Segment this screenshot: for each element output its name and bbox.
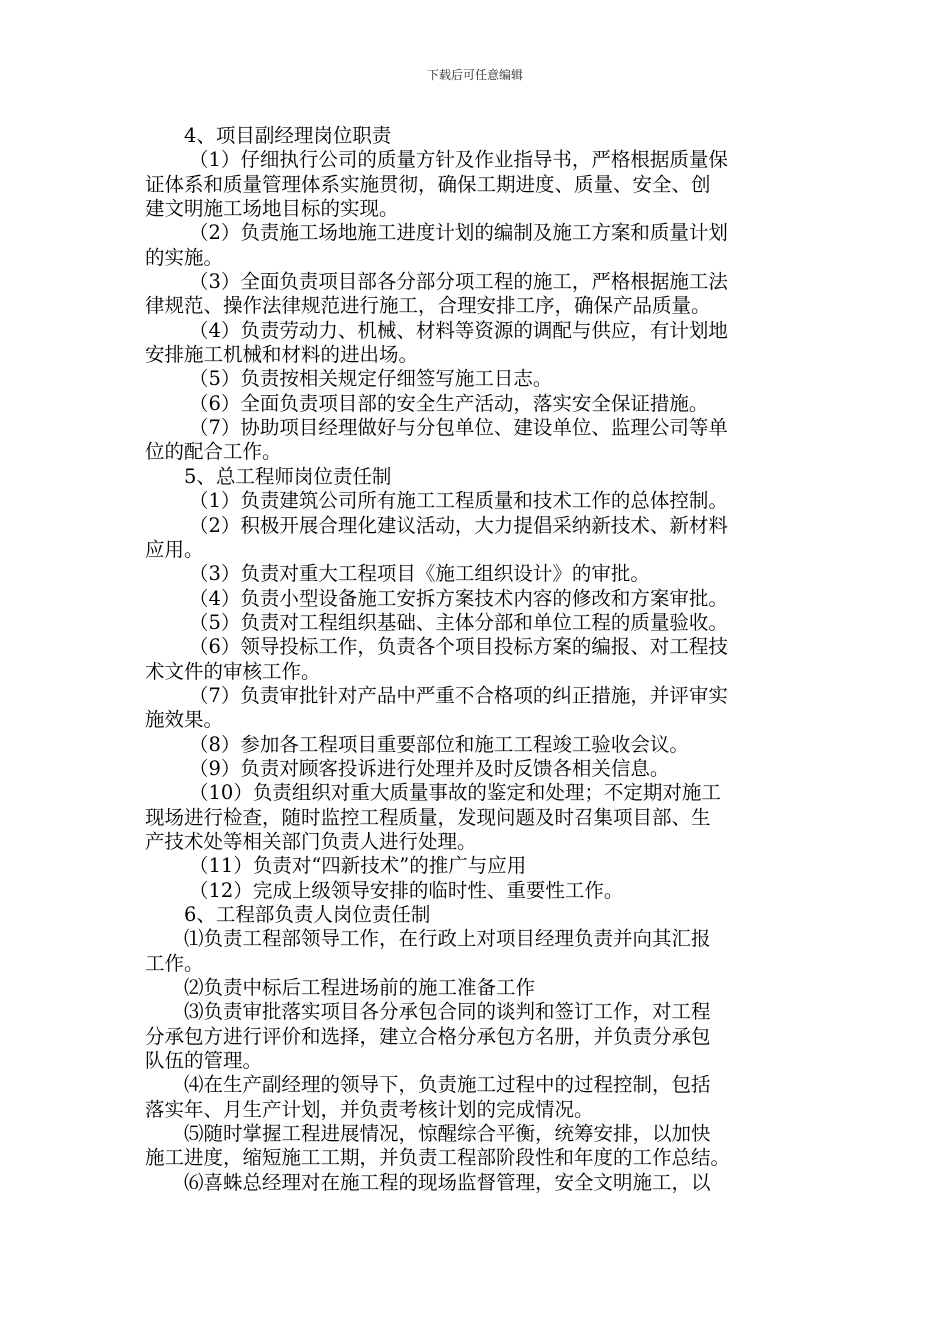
text-line: （7）协助项目经理做好与分包单位、建设单位、监理公司等单: [189, 416, 728, 440]
text-line: 应用。: [145, 537, 204, 561]
text-line: 安排施工机械和材料的进出场。: [145, 343, 419, 367]
text-line: 施工进度，缩短施工工期，并负责工程部阶段性和年度的工作总结。: [145, 1146, 731, 1170]
text-line: 现场进行检查，随时监控工程质量，发现问题及时召集项目部、生: [145, 805, 711, 829]
text-line: （3）负责对重大工程项目《施工组织设计》的审批。: [189, 562, 650, 586]
text-line: 工作。: [145, 951, 204, 975]
text-line: （11）负责对“四新技术”的推广与应用: [189, 854, 527, 878]
text-line: （8）参加各工程项目重要部位和施工工程竣工验收会议。: [189, 732, 689, 756]
text-line: （5）负责按相关规定仔细签写施工日志。: [189, 367, 553, 391]
text-line: （1）仔细执行公司的质量方针及作业指导书，严格根据质量保: [189, 148, 728, 172]
text-line: ⑹喜蛛总经理对在施工程的现场监督管理，安全文明施工，以: [184, 1170, 711, 1194]
text-line: （3）全面负责项目部各分部分项工程的施工，严格根据施工法: [189, 270, 728, 294]
text-line: 5、总工程师岗位责任制: [184, 464, 392, 488]
document-body: [145, 124, 810, 1195]
text-line: （10）负责组织对重大质量事故的鉴定和处理；不定期对施工: [189, 781, 721, 805]
text-line: ⑷在生产副经理的领导下，负责施工过程中的过程控制，包括: [184, 1073, 711, 1097]
text-line: 建文明施工场地目标的实现。: [145, 197, 399, 221]
text-line: （7）负责审批针对产品中严重不合格项的纠正措施，并评审实: [189, 683, 728, 707]
text-line: 队伍的管理。: [145, 1049, 263, 1073]
text-line: 产技术处等相关部门负责人进行处理。: [145, 829, 477, 853]
text-line: （4）负责劳动力、机械、材料等资源的调配与供应，有计划地: [189, 318, 728, 342]
text-line: （1）负责建筑公司所有施工工程质量和技术工作的总体控制。: [189, 489, 728, 513]
text-line: ⑸随时掌握工程进展情况，惊醒综合平衡，统筹安排，以加快: [184, 1122, 711, 1146]
text-line: 落实年、月生产计划，并负责考核计划的完成情况。: [145, 1097, 594, 1121]
text-line: 证体系和质量管理体系实施贯彻，确保工期进度、质量、安全、创: [145, 172, 711, 196]
text-line: 术文件的审核工作。: [145, 659, 321, 683]
text-line: （4）负责小型设备施工安拆方案技术内容的修改和方案审批。: [189, 586, 728, 610]
text-line: 的实施。: [145, 245, 224, 269]
text-line: （6）全面负责项目部的安全生产活动，落实安全保证措施。: [189, 391, 709, 415]
text-line: ⑵负责中标后工程进场前的施工准备工作: [184, 976, 536, 1000]
text-line: （2）负责施工场地施工进度计划的编制及施工方案和质量计划: [189, 221, 728, 245]
text-line: （2）积极开展合理化建议活动，大力提倡采纳新技术、新材料: [189, 513, 728, 537]
text-line: （5）负责对工程组织基础、主体分部和单位工程的质量验收。: [189, 610, 728, 634]
text-line: （12）完成上级领导安排的临时性、重要性工作。: [189, 878, 624, 902]
page-header: 下载后可任意编辑: [426, 68, 523, 82]
text-line: （9）负责对顾客投诉进行处理并及时反馈各相关信息。: [189, 756, 670, 780]
text-line: （6）领导投标工作，负责各个项目投标方案的编报、对工程技: [189, 635, 728, 659]
text-line: 4、项目副经理岗位职责: [184, 124, 392, 147]
text-line: 分承包方进行评价和选择，建立合格分承包方名册，并负责分承包: [145, 1024, 711, 1048]
text-line: ⑶负责审批落实项目各分承包合同的谈判和签订工作，对工程: [184, 1000, 711, 1024]
text-line: ⑴负责工程部领导工作，在行政上对项目经理负责并向其汇报: [184, 927, 711, 951]
text-line: 律规范、操作法律规范进行施工，合理安排工序，确保产品质量。: [145, 294, 711, 318]
text-line: 施效果。: [145, 708, 224, 732]
text-line: 位的配合工作。: [145, 440, 282, 464]
text-line: 6、工程部负责人岗位责任制: [184, 903, 431, 926]
